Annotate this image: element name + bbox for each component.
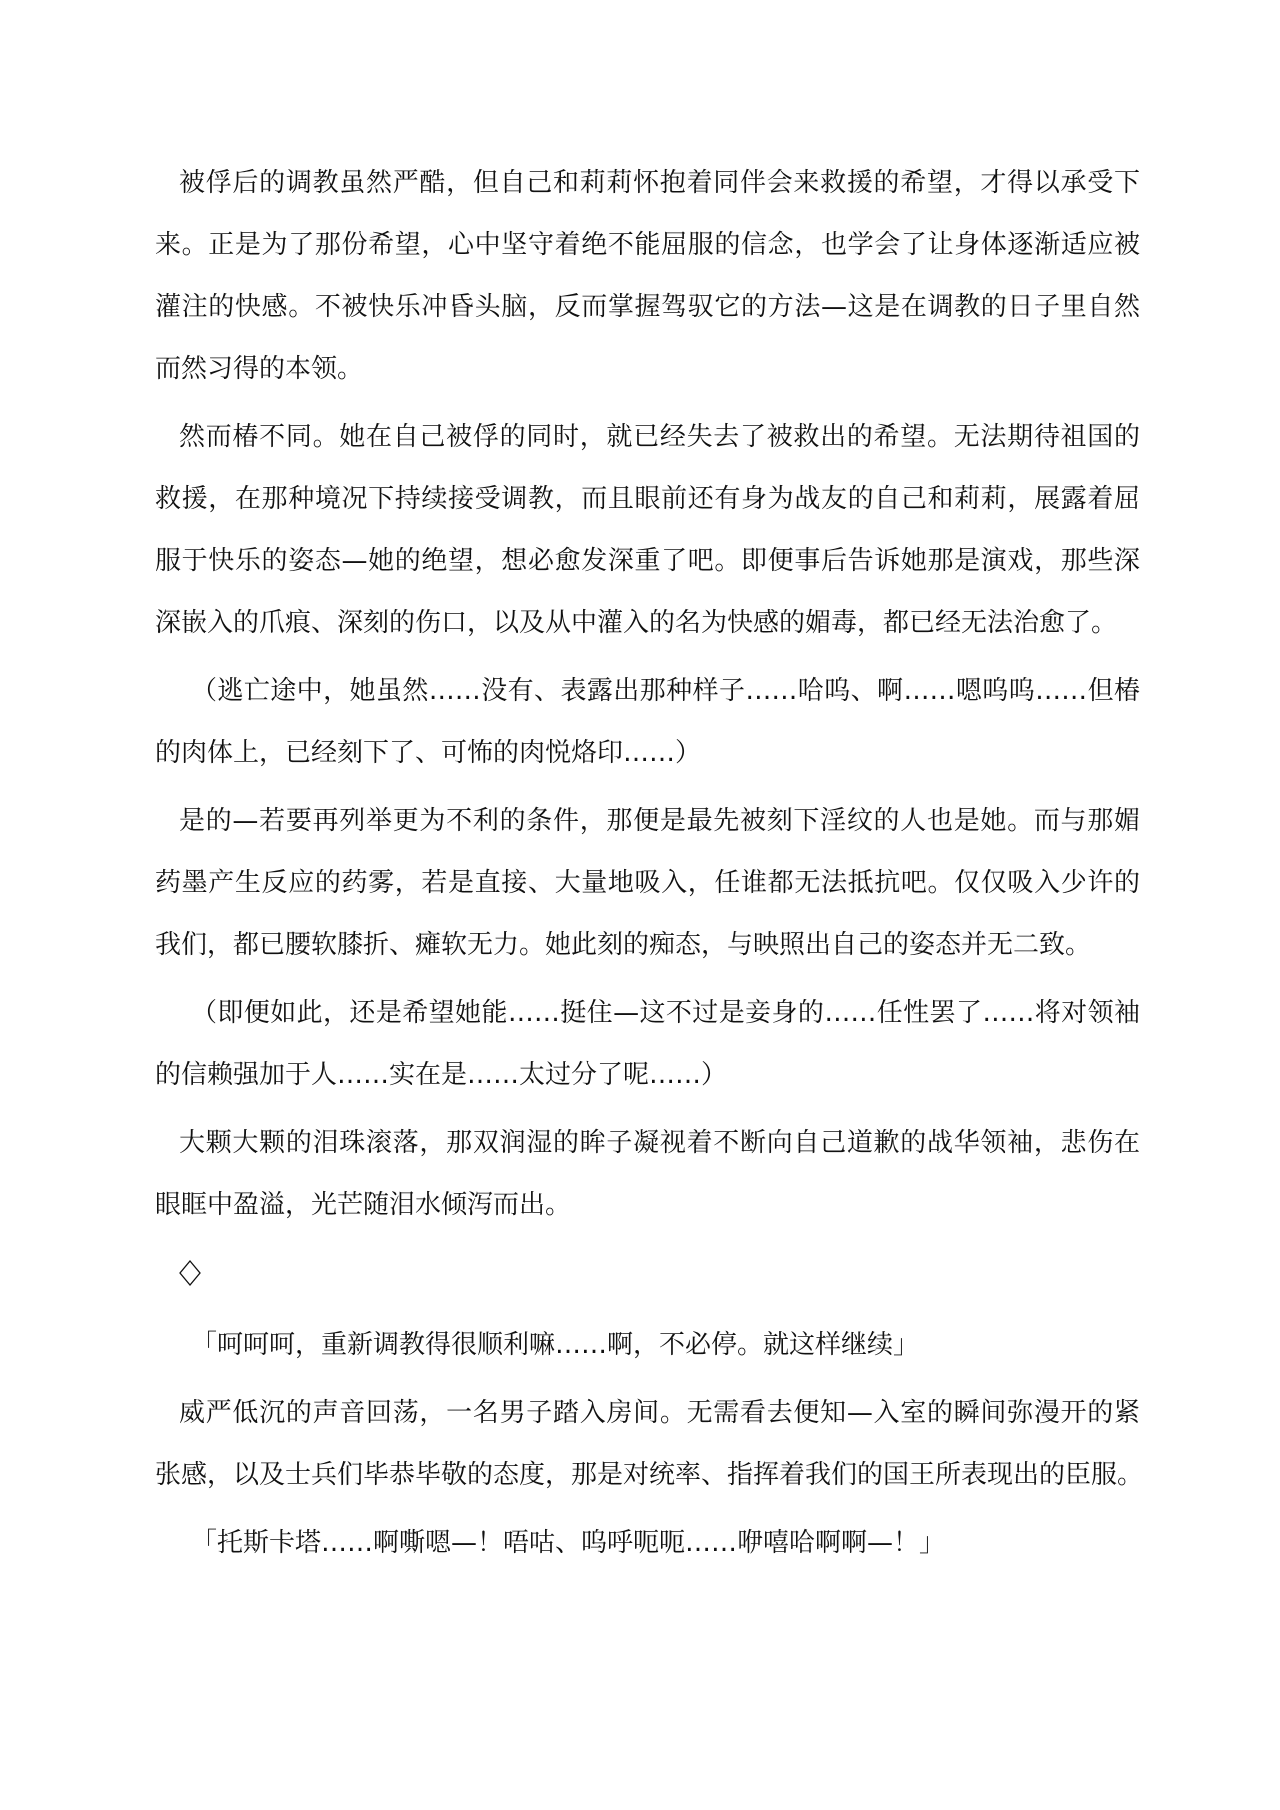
inner-monologue-paragraph [155, 660, 1140, 784]
text-line: 药墨产生反应的药雾，若是直接、大量地吸入，任谁都无法抵抗吧。仅仅吸入少许的 [155, 868, 1140, 898]
text-line: 的信赖强加于人……实在是……太过分了呢……） [155, 1060, 728, 1090]
diamond-icon [179, 1260, 201, 1286]
dialogue-paragraph [155, 1314, 1140, 1376]
inner-monologue-paragraph [155, 982, 1140, 1106]
text-line: 灌注的快感。不被快乐冲昏头脑，反而掌握驾驭它的方法—这是在调教的日子里自然 [155, 292, 1140, 322]
text-line: 眼眶中盈溢，光芒随泪水倾泻而出。 [155, 1190, 572, 1220]
document-body [155, 152, 1144, 1580]
text-line: 救援，在那种境况下持续接受调教，而且眼前还有身为战友的自己和莉莉，展露着屈 [155, 484, 1140, 514]
text-paragraph [155, 152, 1140, 400]
text-line: 而然习得的本领。 [155, 354, 364, 384]
text-line: 是的—若要再列举更为不利的条件，那便是最先被刻下淫纹的人也是她。而与那媚 [179, 806, 1140, 836]
text-paragraph [155, 1112, 1140, 1236]
text-line: 服于快乐的姿态—她的绝望，想必愈发深重了吧。即便事后告诉她那是演戏，那些深 [155, 546, 1140, 576]
text-line: 然而椿不同。她在自己被俘的同时，就已经失去了被救出的希望。无法期待祖国的 [179, 422, 1140, 452]
section-separator [155, 1242, 1140, 1304]
text-paragraph [155, 1382, 1144, 1506]
text-line: 来。正是为了那份希望，心中坚守着绝不能屈服的信念，也学会了让身体逐渐适应被 [155, 230, 1140, 260]
text-line: 我们，都已腰软膝折、瘫软无力。她此刻的痴态，与映照出自己的姿态并无二致。 [155, 930, 1092, 960]
text-line: （逃亡途中，她虽然……没有、表露出那种样子……哈呜、啊……嗯呜呜……但椿 [191, 676, 1140, 706]
text-line: 「托斯卡塔……啊嘶嗯—！唔咕、呜呼呃呃……咿嘻哈啊啊—！」 [191, 1528, 946, 1558]
text-line: 深嵌入的爪痕、深刻的伤口，以及从中灌入的名为快感的媚毒，都已经无法治愈了。 [155, 608, 1118, 638]
text-line: 威严低沉的声音回荡，一名男子踏入房间。无需看去便知—入室的瞬间弥漫开的紧 [179, 1398, 1140, 1428]
text-line: 「呵呵呵，重新调教得很顺利嘛……啊，不必停。就这样继续」 [191, 1330, 920, 1360]
text-line: （即便如此，还是希望她能……挺住—这不过是妾身的……任性罢了……将对领袖 [191, 998, 1140, 1028]
dialogue-paragraph [155, 1512, 1140, 1574]
text-paragraph [155, 790, 1140, 976]
text-line: 的肉体上，已经刻下了、可怖的肉悦烙印……） [155, 738, 702, 768]
text-line: 大颗大颗的泪珠滚落，那双润湿的眸子凝视着不断向自己道歉的战华领袖，悲伤在 [179, 1128, 1140, 1158]
text-paragraph [155, 406, 1140, 654]
text-line: 被俘后的调教虽然严酷，但自己和莉莉怀抱着同伴会来救援的希望，才得以承受下 [179, 168, 1140, 198]
text-line: 张感，以及士兵们毕恭毕敬的态度，那是对统率、指挥着我们的国王所表现出的臣服。 [155, 1460, 1144, 1490]
